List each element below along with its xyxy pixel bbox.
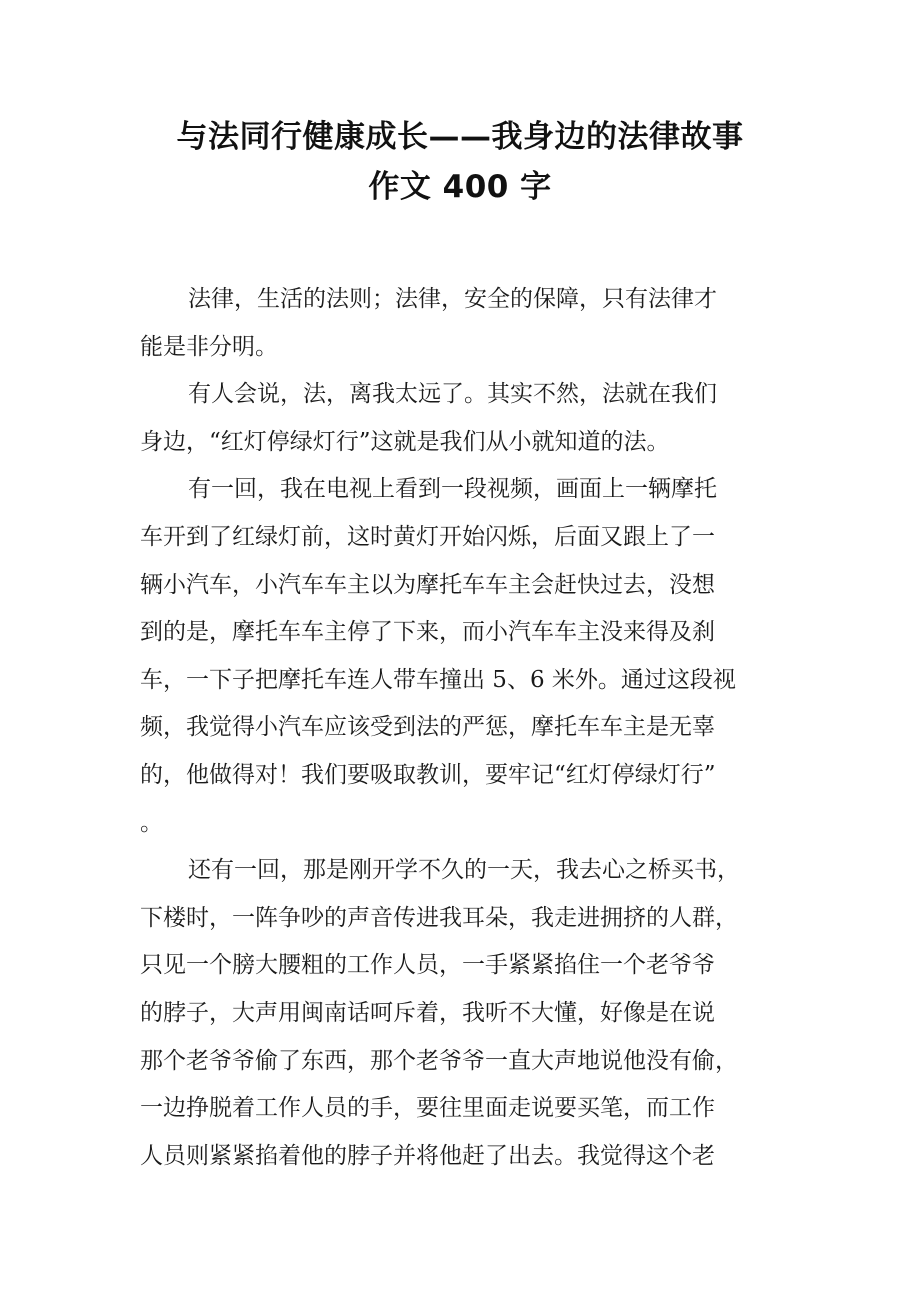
paragraph-line: 人员则紧紧掐着他的脖子并将他赶了出去。我觉得这个老 — [140, 1142, 715, 1169]
paragraph-line: 车，一下子把摩托车连人带车撞出 5、6 米外。通过这段视 — [140, 666, 736, 693]
paragraph-line: 能是非分明。 — [140, 333, 278, 360]
title-line-1: 与法同行健康成长——我身边的法律故事 — [176, 119, 744, 155]
paragraph-line: 身边，“红灯停绿灯行”这就是我们从小就知道的法。 — [140, 428, 670, 455]
paragraph-line: 。 — [140, 809, 163, 836]
paragraph-line: 法律，生活的法则；法律，安全的保障，只有法律才 — [188, 286, 717, 312]
paragraph-line: 有一回，我在电视上看到一段视频，画面上一辆摩托 — [188, 476, 717, 503]
paragraph-line: 只见一个膀大腰粗的工作人员，一手紧紧掐住一个老爷爷 — [140, 952, 715, 979]
paragraph-line: 频，我觉得小汽车应该受到法的严惩，摩托车车主是无辜 — [140, 714, 715, 741]
paragraph-1 — [140, 276, 775, 371]
paragraph-line: 下楼时，一阵争吵的声音传进我耳朵，我走进拥挤的人群， — [140, 904, 738, 931]
paragraph-line: 还有一回，那是刚开学不久的一天，我去心之桥买书， — [188, 857, 740, 884]
paragraph-line: 有人会说，法，离我太远了。其实不然，法就在我们 — [188, 381, 717, 408]
document-body — [140, 276, 775, 1180]
paragraph-line: 辆小汽车，小汽车车主以为摩托车车主会赶快过去，没想 — [140, 571, 715, 598]
paragraph-line: 的脖子，大声用闽南话呵斥着，我听不大懂，好像是在说 — [140, 999, 715, 1026]
title-line-2: 作文 400 字 — [368, 169, 552, 205]
paragraph-line: 那个老爷爷偷了东西，那个老爷爷一直大声地说他没有偷， — [140, 1047, 738, 1074]
paragraph-3 — [140, 466, 775, 847]
document-title — [120, 112, 800, 212]
paragraph-line: 的，他做得对！我们要吸取教训，要牢记“红灯停绿灯行” — [140, 761, 716, 788]
paragraph-line: 一边挣脱着工作人员的手，要往里面走说要买笔，而工作 — [140, 1095, 715, 1122]
paragraph-line: 到的是，摩托车车主停了下来，而小汽车车主没来得及刹 — [140, 619, 715, 646]
paragraph-2 — [140, 371, 775, 466]
paragraph-line: 车开到了红绿灯前，这时黄灯开始闪烁，后面又跟上了一 — [140, 523, 715, 550]
paragraph-4 — [140, 847, 775, 1180]
